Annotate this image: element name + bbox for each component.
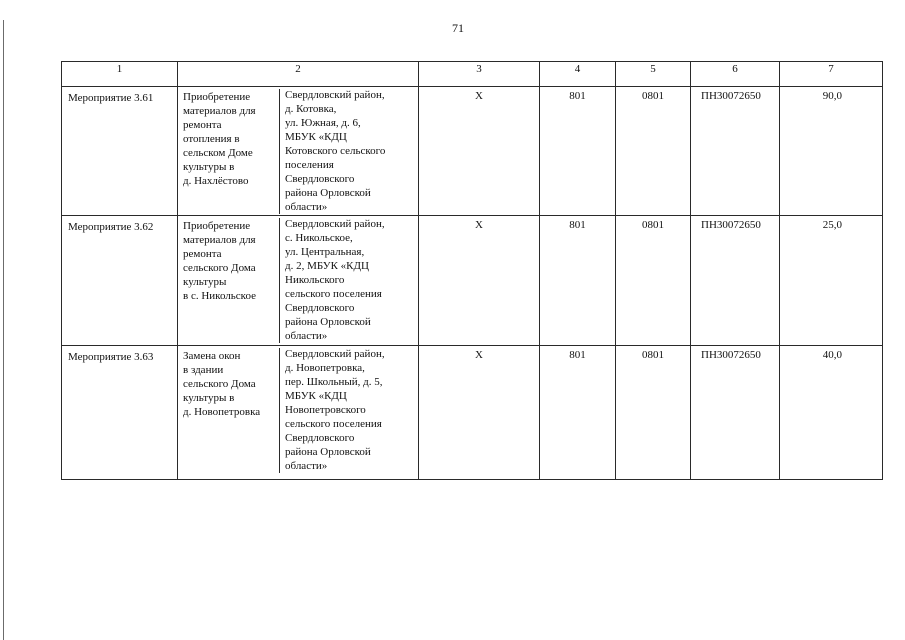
col4-value: 801 [540, 216, 616, 346]
col6-value: ПН30072650 [691, 346, 780, 480]
col4-value: 801 [540, 87, 616, 216]
activity-location: Свердловский район, д. Котовка, ул. Южная, д. 6, МБУК «КДЦ Котовского сельского поселения Свердловского района Орловской области» [285, 89, 386, 213]
activity-name: Мероприятие 3.62 [62, 216, 178, 346]
col5-value: 0801 [616, 346, 691, 480]
activity-location: Свердловский район, с. Никольское, ул. Центральная, д. 2, МБУК «КДЦ Никольского сельского поселения Свердловского района Орловской области» [285, 218, 385, 342]
activity-description: Приобретение материалов для ремонта отопления в сельском Доме культуры в д. Нахлёстово [183, 91, 256, 187]
col7-value: 40,0 [780, 346, 883, 480]
activity-details-cell [178, 216, 419, 346]
header-cell-5: 5 [616, 62, 691, 87]
col3-value: Х [419, 87, 540, 216]
col6-value: ПН30072650 [691, 87, 780, 216]
col7-value: 25,0 [780, 216, 883, 346]
col7-value: 90,0 [780, 87, 883, 216]
header-cell-3: 3 [419, 62, 540, 87]
page-number: 71 [452, 21, 464, 35]
col3-value: Х [419, 216, 540, 346]
col6-value: ПН30072650 [691, 216, 780, 346]
table-row [62, 216, 883, 346]
col5-value: 0801 [616, 87, 691, 216]
header-cell-1: 1 [62, 62, 178, 87]
activity-details-cell [178, 87, 419, 216]
header-cell-6: 6 [691, 62, 780, 87]
activity-name: Мероприятие 3.61 [62, 87, 178, 216]
col4-value: 801 [540, 346, 616, 480]
activity-location: Свердловский район, д. Новопетровка, пер. Школьный, д. 5, МБУК «КДЦ Новопетровского сельского поселения Свердловского района Орловской области» [285, 348, 385, 472]
table-header-row [62, 62, 883, 87]
activity-description: Замена окон в здании сельского Дома культуры в д. Новопетровка [183, 350, 261, 418]
activities-table [61, 61, 883, 480]
activity-description: Приобретение материалов для ремонта сельского Дома культуры в с. Никольское [183, 220, 256, 302]
header-cell-4: 4 [540, 62, 616, 87]
header-cell-7: 7 [780, 62, 883, 87]
table-row [62, 346, 883, 480]
activity-name: Мероприятие 3.63 [62, 346, 178, 480]
header-cell-2: 2 [178, 62, 419, 87]
left-margin-line [3, 20, 4, 640]
col5-value: 0801 [616, 216, 691, 346]
activity-details-cell [178, 346, 419, 480]
table-row [62, 87, 883, 216]
col3-value: Х [419, 346, 540, 480]
